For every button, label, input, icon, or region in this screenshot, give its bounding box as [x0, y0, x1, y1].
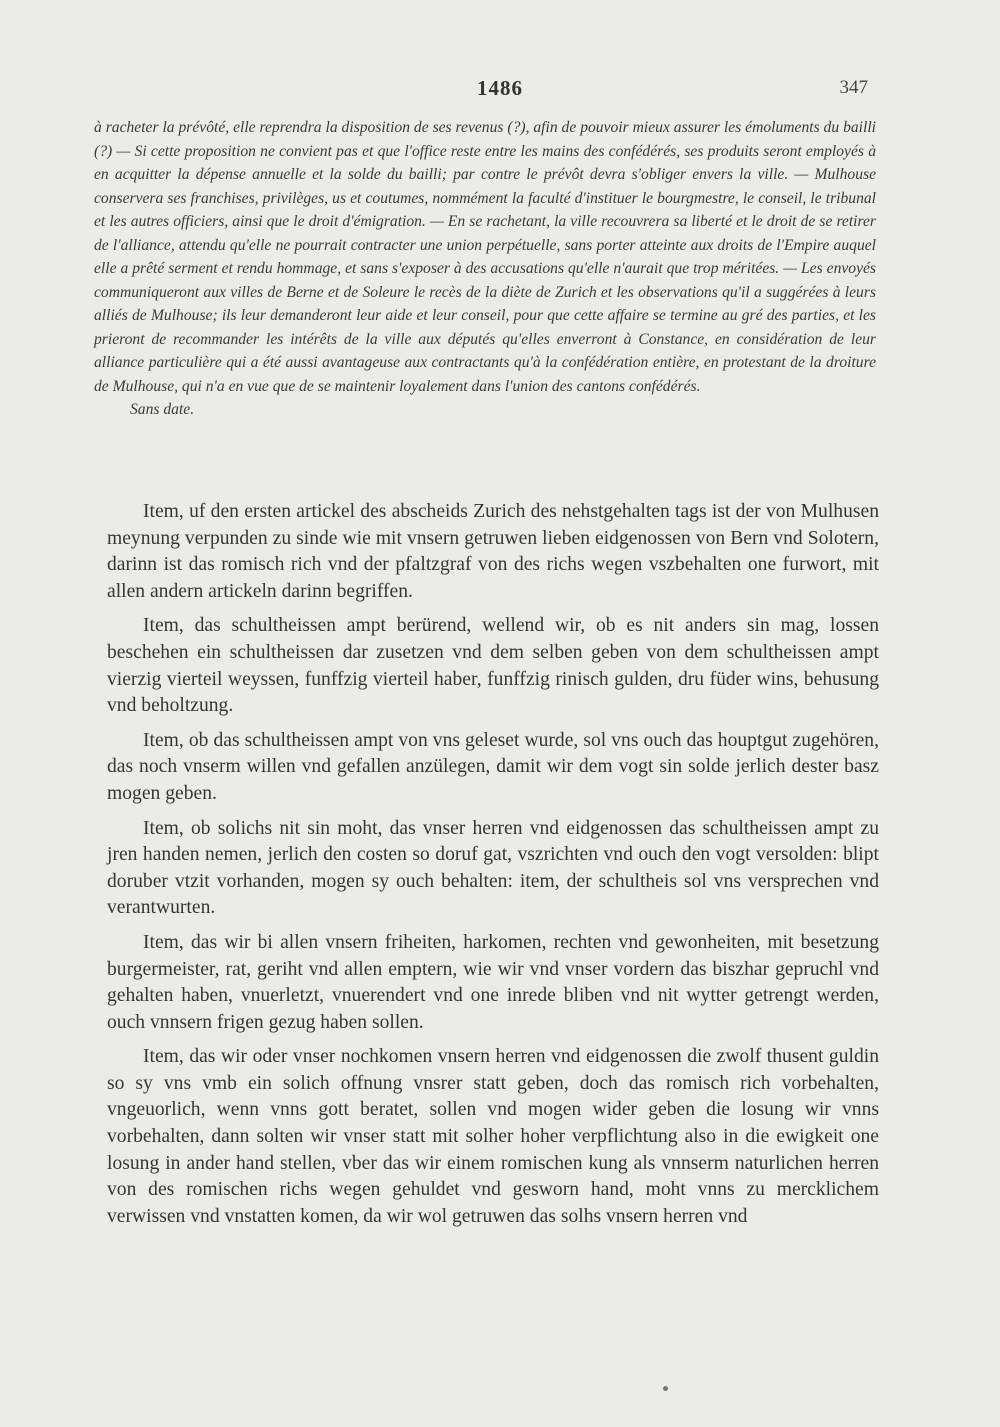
- paragraph: Item, das wir oder vnser nochkomen vnsern herren vnd eidgenossen die zwolf thusent guldin so sy vns vmb ein solich offnung vnsrer statt geben, doch das romisch rich vorbehalten, vngeuorlich, wenn vnns gott beratet, sollen vnd mogen wider geben die losung wir vnns vorbehalten, dann solten wir vnser statt mit solher hoher verpflichtung also in die ewigkeit one losung in ander hand stellen, vber das wir einem romischen kung als vnnserm naturlichen herren von des romischen richs wegen gehuldet vnd gesworn hand, moht vnns zu mercklichem verwissen vnd vnstatten komen, da wir wol getruwen das solhs vnsern herren vnd: [107, 1046, 879, 1227]
- summary-date: Sans date.: [130, 401, 195, 418]
- header-year: 1486: [477, 76, 523, 100]
- paragraph: Item, ob das schultheissen ampt von vns geleset wurde, sol vns ouch das houptgut zugehören, das noch vnserm willen vnd gefallen anzülegen, damit wir dem vogt sin solde jerlich dester basz mogen geben.: [107, 729, 879, 804]
- page-number: 347: [839, 77, 868, 98]
- summary-text: à racheter la prévôté, elle reprendra la disposition de ses revenus (?), afin de pouvoir mieux assurer les émoluments du bailli (?) — Si cette proposition ne convient pas et que l'office reste entre les mains des confédérés, ses produits seront employés à en acquitter la dépense annuelle et la solde du bailli; par contre le prévôt devra s'obliger envers la ville. — Mulhouse conservera ses franchises, privilèges, us et coutumes, nommément la faculté d'instituer le bourgmestre, le conseil, le tribunal et les autres officiers, ainsi que le droit d'émigration. — En se rachetant, la ville recouvrera sa liberté et le droit de se retirer de l'alliance, attendu qu'elle ne pourrait contracter une union perpétuelle, sans porter atteinte aux droits de l'Empire auquel elle a prêté serment et rendu hommage, et sans s'exposer à des accusations qu'elle n'aurait que trop méritées. — Les envoyés communiqueront aux villes de Berne et de Soleure le recès de la diète de Zurich et les observations qu'il a suggérées à leurs alliés de Mulhouse; ils leur demanderont leur aide et leur conseil, pour que cette affaire se termine au gré des parties, et les prieront de recommander les intérêts de la ville aux députés qu'elles enverront à Constance, en considération de leur alliance particulière qui a été aussi avantageuse aux contractants qu'à la confédération entière, en protestant de la droiture de Mulhouse, qui n'a en vue que de se maintenir loyalement dans l'union des cantons confédérés.: [94, 119, 876, 395]
- paragraph: Item, uf den ersten artickel des abscheids Zurich des nehstgehalten tags ist der von Mulhusen meynung verpunden zu sinde wie mit vnsern getruwen lieben eidgenossen von Bern vnd Solotern, darinn ist das romisch rich vnd der pfaltzgraf von des richs wegen vszbehalten one furwort, mit allen andern artickeln darinn begriffen.: [107, 501, 879, 602]
- paragraph: Item, ob solichs nit sin moht, das vnser herren vnd eidgenossen das schultheissen ampt zu jren handen nemen, jerlich den costen so doruf gat, vszrichten vnd ouch den vogt versolden: blipt doruber vtzit vorhanden, mogen sy ouch behalten: item, der schultheis sol vns versprechen vnd verantwurten.: [107, 817, 879, 919]
- paragraph: Item, das schultheissen ampt berürend, wellend wir, ob es nit anders sin mag, lossen beschehen ein schultheissen dar zusetzen vnd dem selben geben von dem schultheissen ampt vierzig vierteil weyssen, funffzig vierteil haber, funffzig rinisch gulden, dru füder wins, behusung vnd beholtzung.: [107, 615, 879, 717]
- ink-speck: [663, 1386, 668, 1391]
- french-summary: [94, 116, 876, 422]
- paragraph: Item, das wir bi allen vnsern friheiten, harkomen, rechten vnd gewonheiten, mit besetzung burgermeister, rat, geriht vnd allen emptern, wie wir vnd vnser vordern das biszhar gepruchl vnd gehalten haben, vnuerletzt, vnuerendert vnd one inrede bliben vnd nit wytter getrengt werden, ouch vnnsern frigen gezug haben sollen.: [107, 931, 879, 1033]
- document-body: [107, 499, 879, 1238]
